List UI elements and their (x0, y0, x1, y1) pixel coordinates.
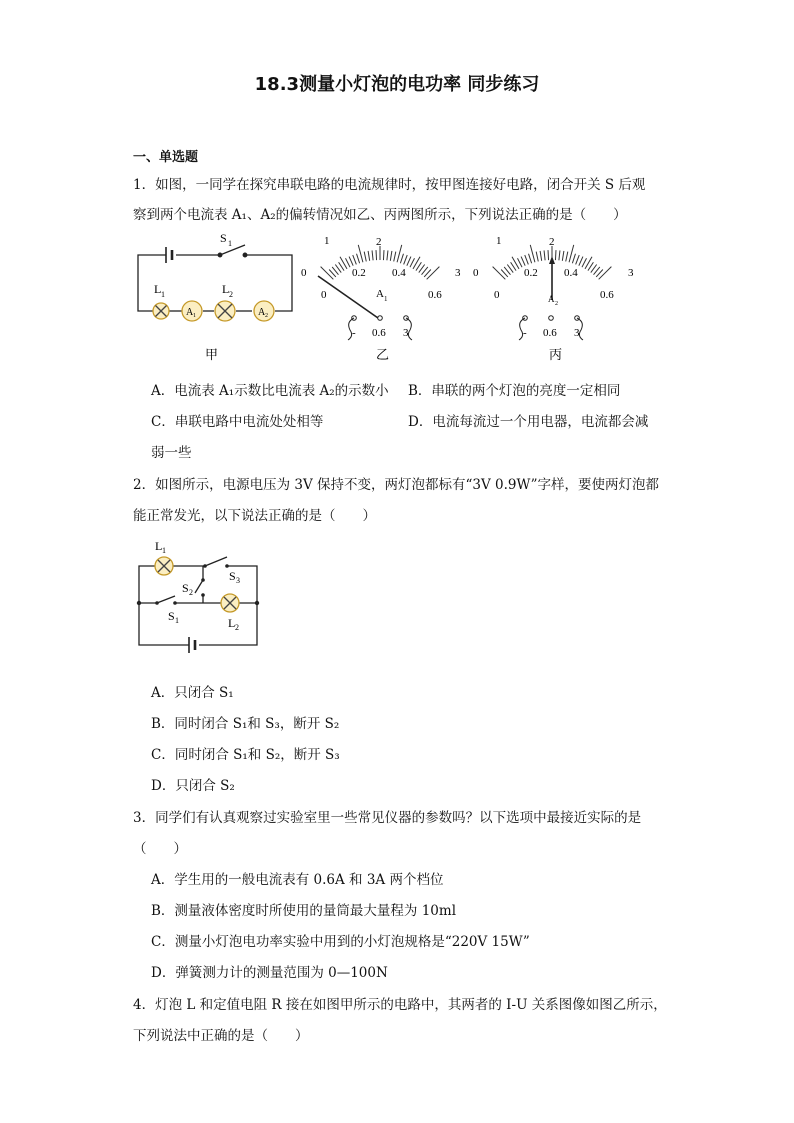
scale-tick (544, 250, 545, 260)
q2-circuit-figure (133, 535, 273, 663)
svg-text:0.2: 0.2 (524, 267, 538, 279)
scale-tick (521, 257, 525, 266)
scale-tick (349, 257, 353, 266)
scale-tick (572, 254, 575, 264)
q3-option-c[interactable]: C．测量小灯泡电功率实验中用到的小灯泡规格是“220V 15W” (151, 934, 530, 950)
q1-option-d[interactable]: D．电流每流过一个用电器，电流都会减 (408, 414, 649, 430)
scale-tick (562, 251, 564, 261)
svg-text:0: 0 (321, 289, 327, 301)
q3-stem-line1: 3．同学们有认真观察过实验室里一些常见仪器的参数吗？以下选项中最接近实际的是 (133, 810, 642, 826)
q3-stem-line2: （ ） (133, 841, 187, 857)
scale-tick (529, 254, 532, 264)
scale-tick (345, 258, 350, 267)
svg-text:3: 3 (455, 267, 461, 279)
section-heading: 一、单选题 (133, 150, 199, 165)
q2-option-d[interactable]: D．只闭合 S₂ (151, 778, 235, 794)
scale-tick (517, 258, 522, 267)
scale-tick (387, 250, 388, 260)
svg-text:3: 3 (403, 327, 409, 339)
scale-tick (404, 255, 408, 264)
scale-tick (410, 258, 415, 267)
switch-s-subscript: 1 (228, 239, 232, 248)
q2-lamp-l1-label: L (155, 539, 163, 553)
q2-switch-s1-label: S (168, 609, 175, 623)
q1-figure (130, 228, 670, 368)
svg-text:2: 2 (265, 313, 268, 319)
scale-tick (566, 252, 568, 262)
svg-text:3: 3 (236, 576, 240, 585)
q2-stem-line2: 能正常发光，以下说法正确的是（ ） (133, 508, 376, 524)
svg-text:2: 2 (549, 236, 555, 248)
scale-tick (368, 251, 370, 261)
svg-text:0.2: 0.2 (352, 267, 366, 279)
svg-text:2: 2 (229, 290, 233, 299)
q1-option-b[interactable]: B．串联的两个灯泡的亮度一定相同 (408, 383, 621, 399)
q1-option-d-cont: 弱一些 (151, 445, 192, 461)
q2-stem-line1: 2．如图所示，电源电压为 3V 保持不变，两灯泡都标有“3V 0.9W”字样，要使两灯泡都 (133, 477, 660, 493)
svg-text:0.4: 0.4 (392, 267, 406, 279)
svg-text:0.6: 0.6 (428, 289, 442, 301)
scale-tick (427, 267, 440, 280)
scale-tick (364, 252, 366, 262)
svg-text:0.6: 0.6 (543, 327, 557, 339)
scale-tick (321, 267, 334, 280)
svg-text:2: 2 (235, 623, 239, 632)
scale-tick (599, 267, 612, 280)
q1-meter-yi (301, 235, 461, 362)
svg-text:0.4: 0.4 (564, 267, 578, 279)
svg-text:0.6: 0.6 (600, 289, 614, 301)
scale-tick (579, 257, 583, 266)
q3-option-b[interactable]: B．测量液体密度时所使用的量筒最大量程为 10ml (151, 903, 457, 919)
svg-text:1: 1 (496, 235, 502, 247)
scale-tick (582, 258, 587, 267)
svg-text:0: 0 (494, 289, 500, 301)
q3-option-d[interactable]: D．弹簧测力计的测量范围为 0—100N (151, 965, 388, 981)
svg-text:-: - (523, 327, 527, 339)
ammeter-a2-label: A (258, 307, 266, 318)
q2-switch-s2-label: S (182, 581, 189, 595)
scale-tick (536, 252, 538, 262)
q2-option-b[interactable]: B．同时闭合 S₁和 S₃，断开 S₂ (151, 716, 340, 732)
q4-stem-line1: 4．灯泡 L 和定值电阻 R 接在如图甲所示的电路中，其两者的 I-U 关系图像如图乙所示， (133, 997, 667, 1013)
svg-text:A: A (548, 294, 555, 304)
scale-tick (400, 254, 403, 264)
scale-tick (525, 255, 529, 264)
svg-text:1: 1 (384, 295, 388, 303)
ammeter-a1-label: A (186, 307, 194, 318)
q1-option-a[interactable]: A．电流表 A₁示数比电流表 A₂的示数小 (151, 383, 389, 399)
q3-option-a[interactable]: A．学生用的一般电流表有 0.6A 和 3A 两个档位 (151, 872, 444, 888)
q1-option-c[interactable]: C．串联电路中电流处处相等 (151, 414, 324, 430)
q1-meter-bing (473, 235, 634, 362)
lamp-l1-label: L (154, 282, 162, 296)
svg-text:1: 1 (175, 616, 179, 625)
scale-tick (493, 267, 506, 280)
scale-tick (555, 250, 556, 260)
scale-tick (383, 250, 384, 260)
q2-option-c[interactable]: C．同时闭合 S₁和 S₂，断开 S₃ (151, 747, 340, 763)
svg-text:2: 2 (376, 236, 382, 248)
q2-option-a[interactable]: A．只闭合 S₁ (151, 685, 234, 701)
svg-text:3: 3 (628, 267, 634, 279)
svg-text:A: A (376, 288, 384, 300)
scale-tick (353, 255, 357, 264)
svg-text:1: 1 (161, 290, 165, 299)
q4-stem-line2: 下列说法中正确的是（ ） (133, 1028, 309, 1044)
svg-text:1: 1 (162, 546, 166, 555)
fig-label-bing: 丙 (549, 347, 563, 362)
svg-text:1: 1 (324, 235, 330, 247)
q1-stem-line1: 1．如图，一同学在探究串联电路的电流规律时，按甲图连接好电路，闭合开关 S 后观 (133, 177, 646, 193)
scale-tick (540, 251, 542, 261)
switch-s-label: S (220, 231, 227, 245)
scale-tick (376, 250, 377, 260)
svg-text:-: - (352, 327, 356, 339)
scale-tick (372, 250, 373, 260)
page-title: 18.3测量小灯泡的电功率 同步练习 (254, 74, 540, 95)
svg-text:2: 2 (189, 588, 193, 597)
svg-text:0: 0 (473, 267, 479, 279)
needle-yi (318, 276, 378, 318)
svg-text:0: 0 (301, 267, 307, 279)
scale-tick (407, 257, 411, 266)
scale-tick (576, 255, 580, 264)
q2-switch-s3-label: S (229, 569, 236, 583)
q1-stem-line2: 察到两个电流表 A₁、A₂的偏转情况如乙、丙两图所示，下列说法正确的是（ ） (133, 207, 627, 223)
svg-text:2: 2 (555, 301, 558, 307)
q2-lamp-l2-label: L (228, 616, 236, 630)
scale-tick (394, 252, 396, 262)
svg-text:3: 3 (574, 327, 580, 339)
scale-tick (390, 251, 392, 261)
scale-tick (548, 250, 549, 260)
svg-text:0.6: 0.6 (372, 327, 386, 339)
scale-tick (357, 254, 360, 264)
svg-text:1: 1 (193, 313, 196, 319)
fig-label-yi: 乙 (376, 347, 390, 362)
lamp-l2-label: L (222, 282, 230, 296)
fig-label-jia: 甲 (205, 347, 219, 362)
scale-tick (559, 250, 560, 260)
